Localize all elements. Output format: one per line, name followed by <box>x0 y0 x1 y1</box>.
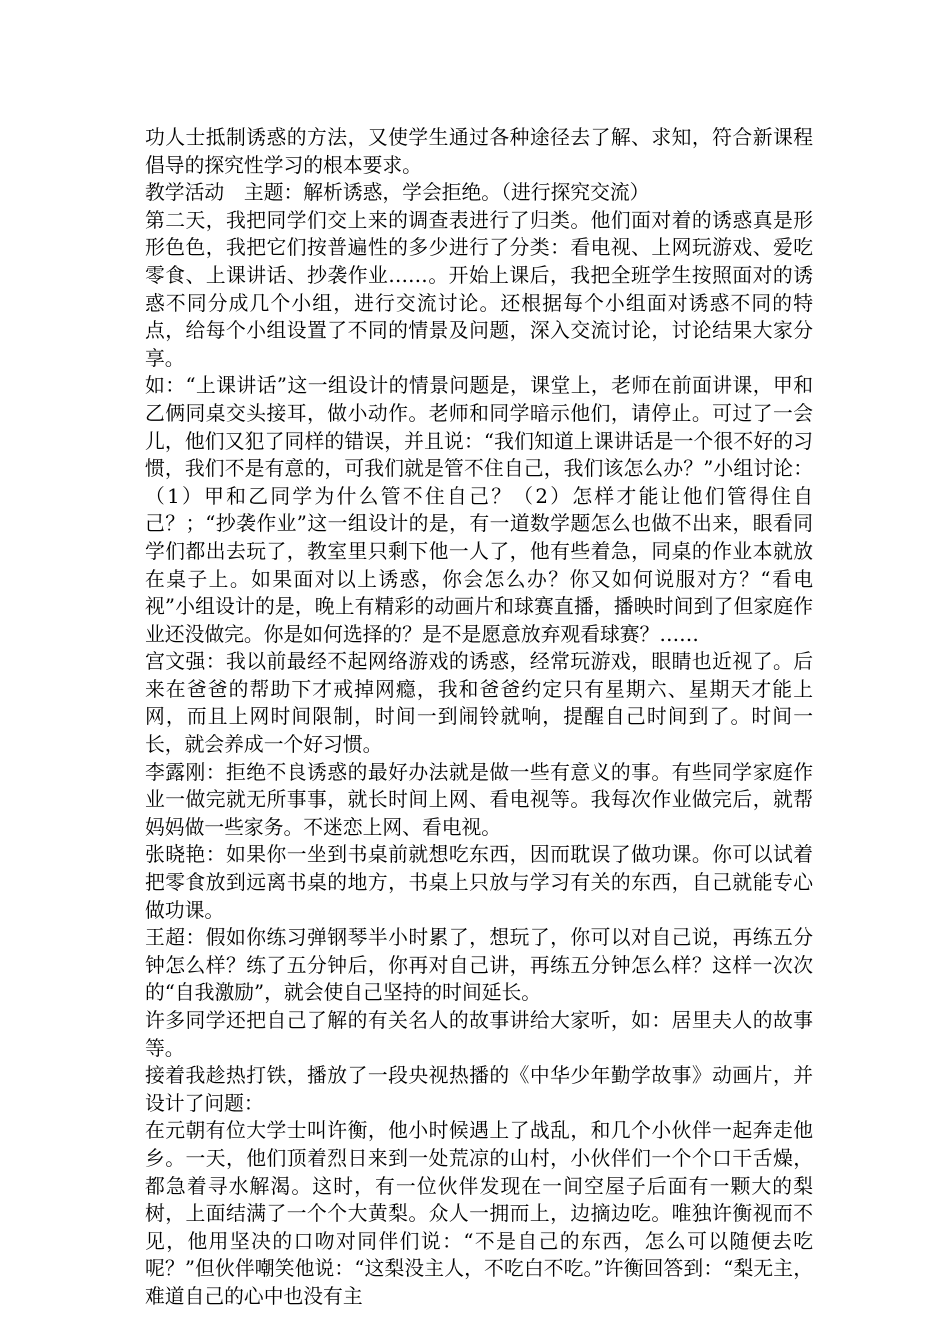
paragraph: 李露刚：拒绝不良诱惑的最好办法就是做一些有意义的事。有些同学家庭作业一做完就无所事事，就长时间上网、看电视等。我每次作业做完后，就帮妈妈做一些家务。不迷恋上网、看电视。 <box>145 760 813 839</box>
paragraph: 功人士抵制诱惑的方法，又使学生通过各种途径去了解、求知，符合新课程倡导的探究性学习的根本要求。 <box>145 126 813 177</box>
paragraph: 第二天，我把同学们交上来的调查表进行了归类。他们面对着的诱惑真是形形色色，我把它们按普遍性的多少进行了分类：看电视、上网玩游戏、爱吃零食、上课讲话、抄袭作业……。开始上课后，我把全班学生按照面对的诱惑不同分成几个小组，进行交流讨论。还根据每个小组面对诱惑不同的特点，给每个小组设置了不同的情景及问题，深入交流讨论，讨论结果大家分享。 <box>145 208 813 370</box>
paragraph: 王超：假如你练习弹钢琴半小时累了，想玩了，你可以对自己说，再练五分钟怎么样？练了五分钟后，你再对自己讲，再练五分钟怎么样？这样一次次的“自我激励”，就会使自己坚持的时间延长。 <box>145 926 813 1005</box>
document-page <box>145 124 813 1311</box>
paragraph: 在元朝有位大学士叫许衡，他小时候遇上了战乱，和几个小伙伴一起奔走他乡。一天，他们顶着烈日来到一处荒凉的山村，小伙伴们一个个口干舌燥，都急着寻水解渴。这时，有一位伙伴发现在一间空屋子后面有一颗大的梨树，上面结满了一个个大黄梨。众人一拥而上，边摘边吃。唯独许衡视而不见，他用坚决的口吻对同伴们说：“不是自己的东西，怎么可以随便去吃呢？”但伙伴嘲笑他说：“这梨没主人，不吃白不吃。”许衡回答到：“梨无主，难道自己的心中也没有主 <box>145 1119 813 1308</box>
paragraph: 张晓艳：如果你一坐到书桌前就想吃东西，因而耽误了做功课。你可以试着把零食放到远离书桌的地方，书桌上只放与学习有关的东西，自己就能专心做功课。 <box>145 843 813 922</box>
paragraph: 宫文强：我以前最经不起网络游戏的诱惑，经常玩游戏，眼睛也近视了。后来在爸爸的帮助下才戒掉网瘾，我和爸爸约定只有星期六、星期天才能上网，而且上网时间限制，时间一到闹铃就响，提醒自己时间到了。时间一长，就会养成一个好习惯。 <box>145 650 813 757</box>
paragraph: 许多同学还把自己了解的有关名人的故事讲给大家听，如：居里夫人的故事等。 <box>145 1009 813 1060</box>
paragraph: 如：“上课讲话”这一组设计的情景问题是，课堂上，老师在前面讲课，甲和乙俩同桌交头接耳，做小动作。老师和同学暗示他们，请停止。可过了一会儿，他们又犯了同样的错误，并且说：“我们知道上课讲话是一个很不好的习惯，我们不是有意的，可我们就是管不住自己，我们该怎么办？”小组讨论：（1）甲和乙同学为什么管不住自己？（2）怎样才能让他们管得住自己？；“抄袭作业”这一组设计的是，有一道数学题怎么也做不出来，眼看同学们都出去玩了，教室里只剩下他一人了，他有些着急，同桌的作业本就放在桌子上。如果面对以上诱惑，你会怎么办？你又如何说服对方？“看电视”小组设计的是，晚上有精彩的动画片和球赛直播，播映时间到了但家庭作业还没做完。你是如何选择的？是不是愿意放弃观看球赛？…… <box>145 374 813 646</box>
section-heading: 教学活动 主题：解析诱惑，学会拒绝。（进行探究交流） <box>145 181 650 205</box>
paragraph: 接着我趁热打铁，播放了一段央视热播的《中华少年勤学故事》动画片，并设计了问题： <box>145 1064 813 1115</box>
